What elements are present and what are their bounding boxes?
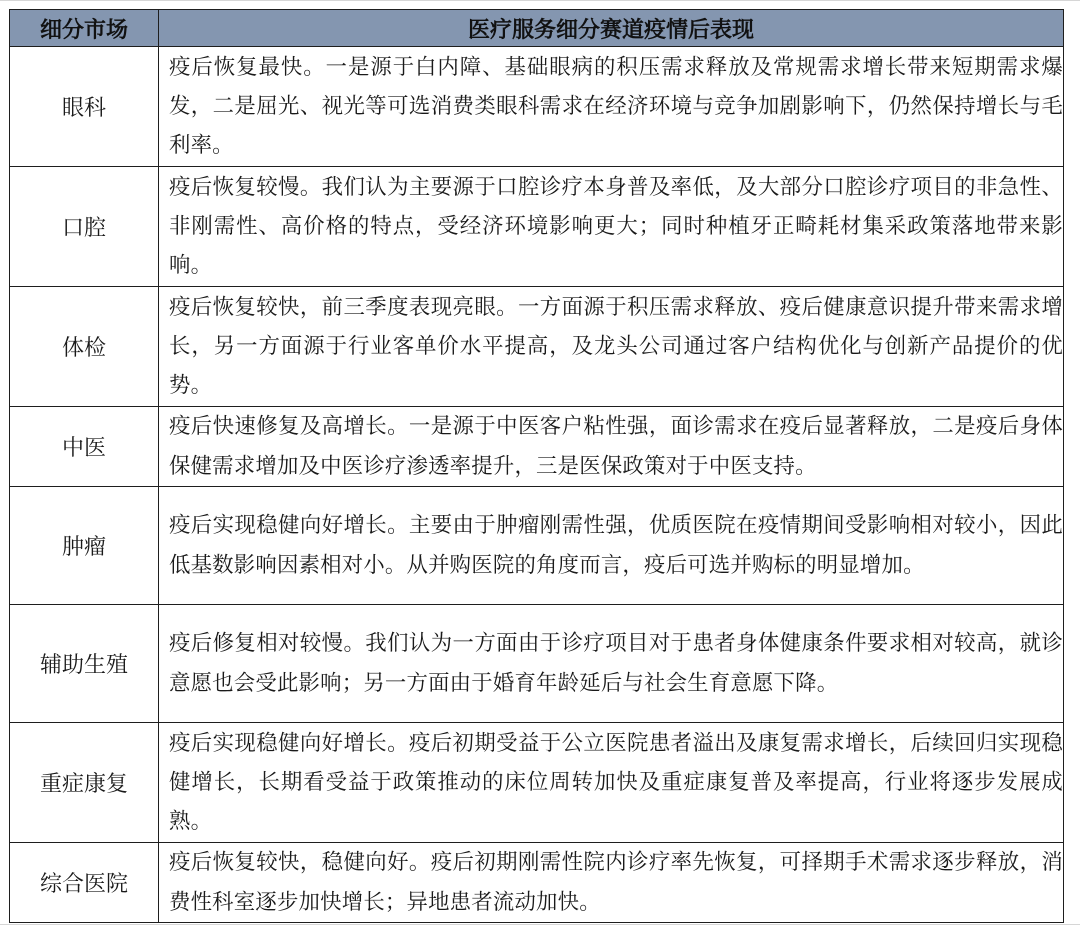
description-cell: 疫后恢复较快，稳健向好。疫后初期刚需性院内诊疗率先恢复，可择期手术需求逐步释放，消费性科室逐步加快增长；异地患者流动加快。 bbox=[159, 843, 1064, 923]
header-market: 细分市场 bbox=[10, 10, 159, 47]
table-row bbox=[10, 407, 1064, 487]
market-cell: 重症康复 bbox=[10, 723, 159, 843]
bottom-border-line bbox=[0, 924, 1080, 925]
description-cell: 疫后恢复最快。一是源于白内障、基础眼病的积压需求释放及常规需求增长带来短期需求爆发，二是屈光、视光等可选消费类眼科需求在经济环境与竞争加剧影响下，仍然保持增长与毛利率。 bbox=[159, 47, 1064, 167]
description-cell: 疫后修复相对较慢。我们认为一方面由于诊疗项目对于患者身体健康条件要求相对较高，就诊意愿也会受此影响；另一方面由于婚育年龄延后与社会生育意愿下降。 bbox=[159, 605, 1064, 723]
table-row bbox=[10, 487, 1064, 605]
market-cell: 口腔 bbox=[10, 167, 159, 287]
market-cell: 眼科 bbox=[10, 47, 159, 167]
description-cell: 疫后实现稳健向好增长。疫后初期受益于公立医院患者溢出及康复需求增长，后续回归实现稳健增长，长期看受益于政策推动的床位周转加快及重症康复普及率提高，行业将逐步发展成熟。 bbox=[159, 723, 1064, 843]
market-cell: 肿瘤 bbox=[10, 487, 159, 605]
description-cell: 疫后实现稳健向好增长。主要由于肿瘤刚需性强，优质医院在疫情期间受影响相对较小，因此低基数影响因素相对小。从并购医院的角度而言，疫后可选并购标的明显增加。 bbox=[159, 487, 1064, 605]
table-row bbox=[10, 723, 1064, 843]
description-cell: 疫后恢复较慢。我们认为主要源于口腔诊疗本身普及率低，及大部分口腔诊疗项目的非急性、非刚需性、高价格的特点，受经济环境影响更大；同时种植牙正畸耗材集采政策落地带来影响。 bbox=[159, 167, 1064, 287]
medical-services-table bbox=[9, 9, 1064, 923]
market-cell: 体检 bbox=[10, 287, 159, 407]
table-row bbox=[10, 605, 1064, 723]
description-cell: 疫后恢复较快，前三季度表现亮眼。一方面源于积压需求释放、疫后健康意识提升带来需求增长，另一方面源于行业客单价水平提高，及龙头公司通过客户结构优化与创新产品提价的优势。 bbox=[159, 287, 1064, 407]
top-border-line bbox=[0, 0, 1080, 1]
table-row bbox=[10, 167, 1064, 287]
market-cell: 辅助生殖 bbox=[10, 605, 159, 723]
table-row bbox=[10, 287, 1064, 407]
market-cell: 中医 bbox=[10, 407, 159, 487]
market-cell: 综合医院 bbox=[10, 843, 159, 923]
table-row bbox=[10, 843, 1064, 923]
table-header-row bbox=[10, 10, 1064, 47]
description-cell: 疫后快速修复及高增长。一是源于中医客户粘性强，面诊需求在疫后显著释放，二是疫后身体保健需求增加及中医诊疗渗透率提升，三是医保政策对于中医支持。 bbox=[159, 407, 1064, 487]
header-performance: 医疗服务细分赛道疫情后表现 bbox=[159, 10, 1064, 47]
table-row bbox=[10, 47, 1064, 167]
